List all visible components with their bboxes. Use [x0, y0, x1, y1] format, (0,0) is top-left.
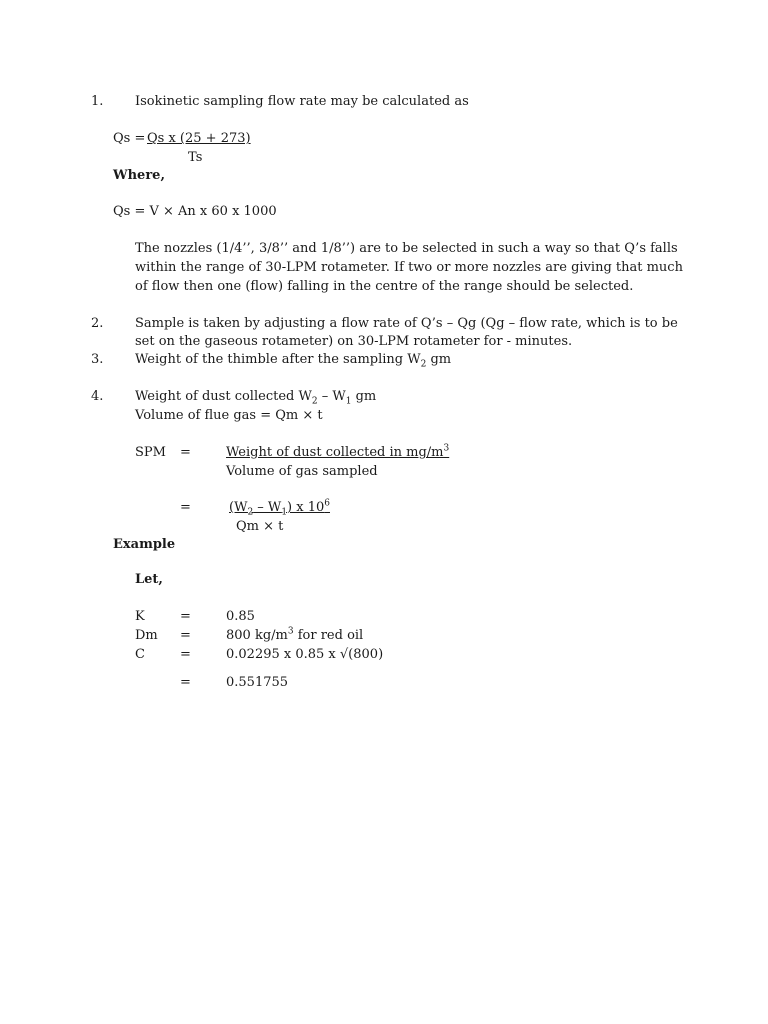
nozzle-text-line-2: within the range of 30-LPM rotameter. If two or more nozzles are giving that much: [135, 260, 683, 275]
spm-fraction-numerator: $(W_2 - W_1)$ x $10^6$: [229, 498, 330, 518]
item2-line-1: Sample is taken by adjusting a flow rate of Q’s – Qg (Qg – flow rate, which is to be: [135, 316, 678, 331]
row-c-label: C: [135, 647, 145, 662]
qs-definition: Qs = V × An x 60 x 1000: [113, 204, 277, 219]
where-label: Where,: [113, 168, 165, 183]
list-number-4: 4.: [91, 389, 104, 404]
item2-line-2: set on the gaseous rotameter) on 30-LPM rotameter for - minutes.: [135, 334, 573, 349]
item1-text: Isokinetic sampling flow rate may be calculated as: [135, 94, 469, 109]
spm-equals-2: =: [180, 500, 191, 515]
example-heading: Example: [113, 537, 176, 552]
list-number-2: 2.: [91, 316, 104, 331]
row-c-value: 0.02295 x 0.85 x √(800): [226, 647, 384, 662]
formula-numerator: Qs x (25 + 273): [147, 131, 251, 146]
item3-text: Weight of the thimble after the sampling $W_2$ gm: [135, 352, 452, 370]
spm-label: SPM: [135, 445, 166, 460]
flue-gas-volume: Volume of flue gas = Qm × t: [135, 408, 323, 423]
let-label: Let,: [135, 572, 163, 587]
list-number-3: 3.: [91, 352, 104, 367]
formula-lhs: Qs =: [113, 131, 146, 146]
spm-fraction-denominator: Qm × t: [236, 519, 284, 534]
row-k-label: K: [135, 609, 145, 624]
nozzle-text-line-3: of flow then one (flow) falling in the centre of the range should be selected.: [135, 279, 634, 294]
spm-numerator: Weight of dust collected in $mg/m^3$: [226, 443, 450, 460]
row-dm-value: 800 $kg/m^3$ for red oil: [226, 626, 364, 643]
row-result-equals: =: [180, 675, 191, 690]
nozzle-text-line-1: The nozzles (1/4’’, 3/8’’ and 1/8’’) are to be selected in such a way so that Q’s falls: [135, 241, 678, 256]
row-k-equals: =: [180, 609, 191, 624]
list-number-1: 1.: [91, 94, 104, 109]
row-c-equals: =: [180, 647, 191, 662]
row-result-value: 0.551755: [226, 675, 289, 690]
spm-equals: =: [180, 445, 191, 460]
spm-denominator: Volume of gas sampled: [226, 464, 378, 479]
row-k-value: 0.85: [226, 609, 255, 624]
row-dm-equals: =: [180, 628, 191, 643]
dust-weight-line: Weight of dust collected $W_2 - W_1$ gm: [135, 389, 377, 407]
row-dm-label: Dm: [135, 628, 158, 643]
formula-denominator: Ts: [188, 150, 203, 165]
